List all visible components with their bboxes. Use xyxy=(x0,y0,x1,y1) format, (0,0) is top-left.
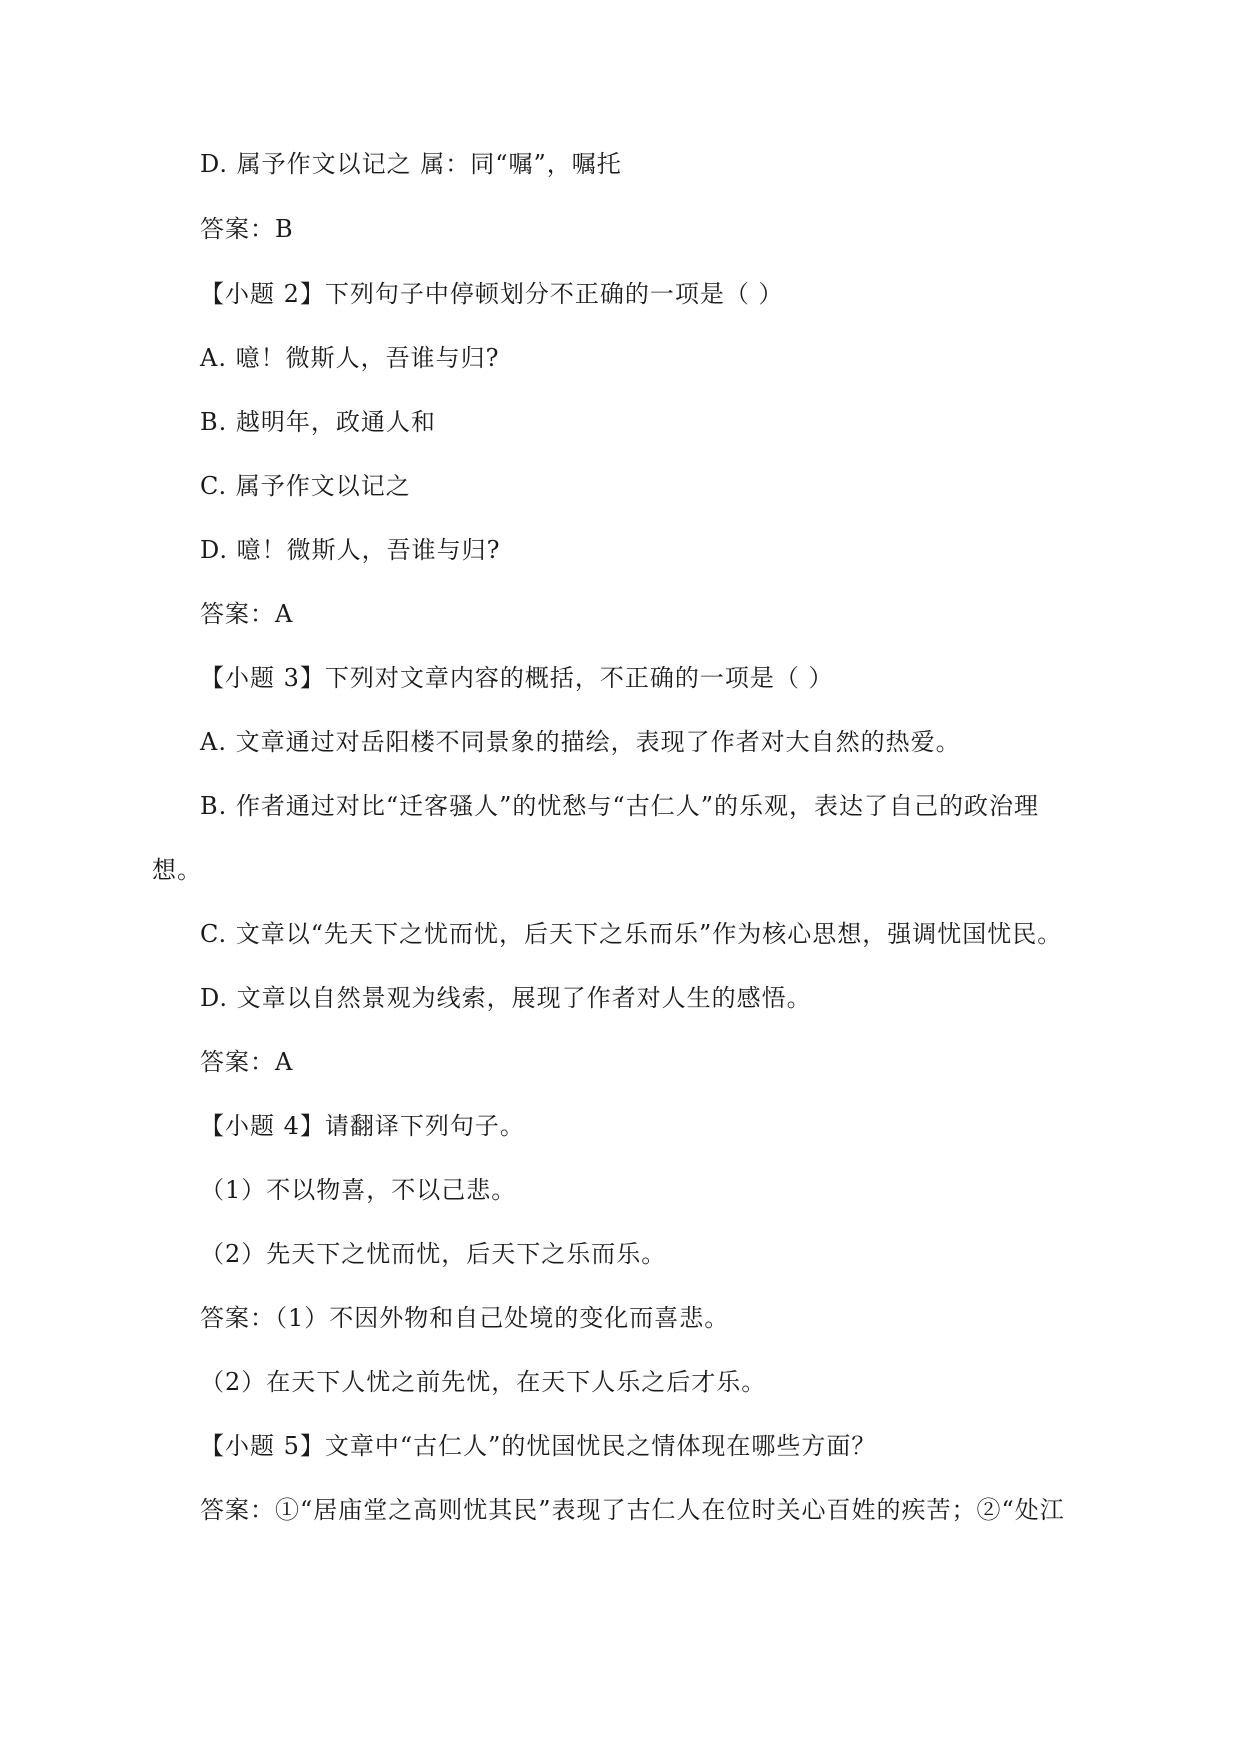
sentence-2-q4: （2）先天下之忧而忧，后天下之乐而乐。 xyxy=(200,1240,667,1268)
option-b-q2: B. 越明年，政通人和 xyxy=(200,408,436,436)
question-5: 【小题 5】文章中“古仁人”的忧国忧民之情体现在哪些方面？ xyxy=(200,1432,877,1460)
answer-q4-part2: （2）在天下人忧之前先忧，在天下人乐之后才乐。 xyxy=(200,1368,767,1396)
option-d-q1: D. 属予作文以记之 属：同“嘱”，嘱托 xyxy=(200,150,622,178)
option-b-q3: B. 作者通过对比“迁客骚人”的忧愁与“古仁人”的乐观，表达了自己的政治理 xyxy=(200,792,1039,820)
answer-q1: 答案：B xyxy=(200,215,294,243)
answer-q3: 答案：A xyxy=(200,1048,294,1076)
option-a-q3: A. 文章通过对岳阳楼不同景象的描绘，表现了作者对大自然的热爱。 xyxy=(200,728,961,756)
option-c-q3: C. 文章以“先天下之忧而忧，后天下之乐而乐”作为核心思想，强调忧国忧民。 xyxy=(200,920,1063,948)
option-d-q2: D. 噫！微斯人，吾谁与归? xyxy=(200,536,501,564)
sentence-1-q4: （1）不以物喜，不以己悲。 xyxy=(200,1176,517,1204)
question-2: 【小题 2】下列句子中停顿划分不正确的一项是（ ） xyxy=(200,280,784,308)
option-c-q2: C. 属予作文以记之 xyxy=(200,472,411,500)
answer-q2: 答案：A xyxy=(200,600,294,628)
option-a-q2: A. 噫！微斯人，吾谁与归? xyxy=(200,344,500,372)
answer-q4-part1: 答案：（1）不因外物和自己处境的变化而喜悲。 xyxy=(200,1304,730,1332)
question-3: 【小题 3】下列对文章内容的概括，不正确的一项是（ ） xyxy=(200,664,834,692)
question-4: 【小题 4】请翻译下列句子。 xyxy=(200,1112,525,1140)
option-d-q3: D. 文章以自然景观为线索，展现了作者对人生的感悟。 xyxy=(200,984,812,1012)
answer-q5: 答案：①“居庙堂之高则忧其民”表现了古仁人在位时关心百姓的疾苦；②“处江 xyxy=(200,1496,1065,1524)
option-b-q3-continued: 想。 xyxy=(152,856,202,884)
